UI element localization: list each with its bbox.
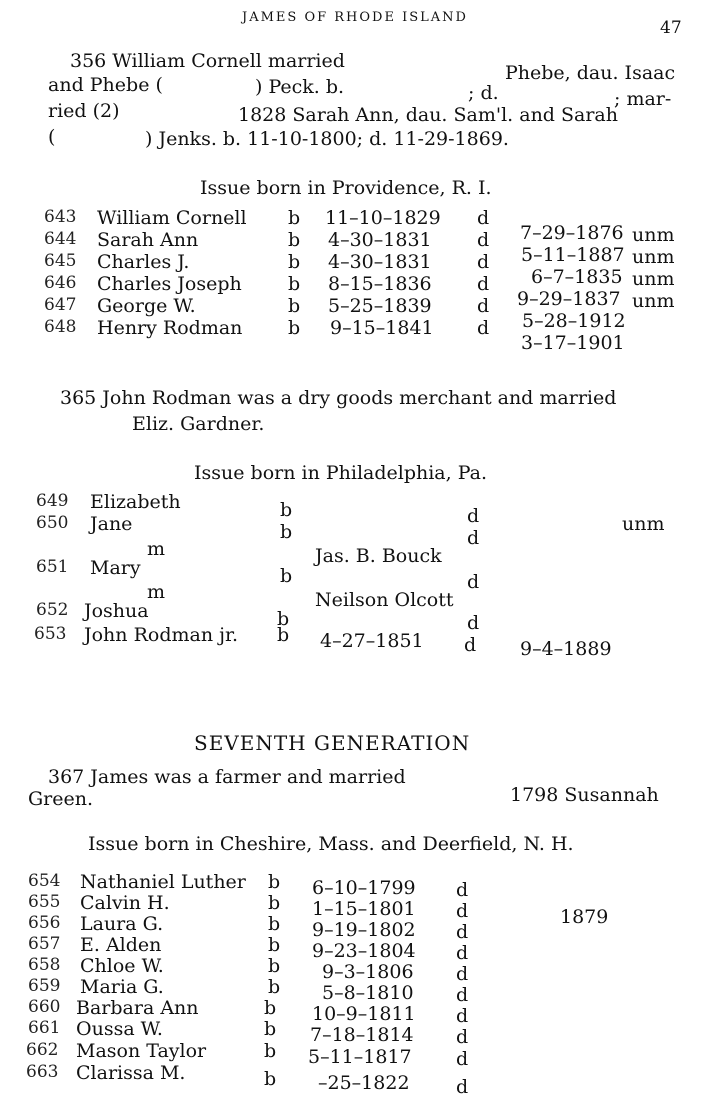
child-name: Clarissa M. [76, 1062, 186, 1084]
died-marker: d [467, 505, 480, 527]
child-number: 658 [28, 955, 61, 975]
died-marker: d [456, 1026, 469, 1048]
died-marker: d [456, 921, 469, 943]
child-name: Barbara Ann [76, 997, 199, 1019]
died-marker: d [467, 527, 480, 549]
child-number: 651 [36, 557, 69, 577]
child-number: 657 [28, 934, 61, 954]
note: unm [632, 290, 675, 312]
table-row [0, 624, 720, 660]
child-number: 656 [28, 913, 61, 933]
spouse-name: Neilson Olcott [315, 589, 454, 611]
died-marker: d [477, 295, 490, 317]
died-marker: d [456, 1048, 469, 1070]
birth-date: 4–30–1831 [328, 229, 432, 251]
table-row [0, 955, 720, 985]
child-name: Mason Taylor [76, 1040, 207, 1062]
born-marker: b [288, 251, 301, 273]
entry-356-line2a: and Phebe ( [48, 74, 163, 96]
table-row [0, 1040, 720, 1070]
died-marker: d [467, 612, 480, 634]
child-number: 650 [36, 513, 69, 533]
born-marker: b [268, 892, 281, 914]
entry-365-line2: Eliz. Gardner. [132, 413, 265, 435]
note: unm [622, 513, 665, 535]
table-row [0, 513, 720, 549]
child-number: 663 [26, 1062, 59, 1082]
death-date: 3–17–1901 [521, 332, 625, 354]
birth-date: 4–30–1831 [328, 251, 432, 273]
child-number: 652 [36, 600, 69, 620]
child-number: 643 [44, 207, 77, 227]
birth-date: 9–23–1804 [312, 940, 416, 962]
table-row [0, 1018, 720, 1048]
birth-date: 9–19–1802 [312, 919, 416, 941]
child-name: Maria G. [80, 976, 164, 998]
death-date: 7–29–1876 [520, 222, 624, 244]
child-number: 659 [28, 976, 61, 996]
entry-356-line2c: ; d. [468, 82, 499, 104]
death-date: 9–29–1837 [517, 288, 621, 310]
table-row [0, 934, 720, 964]
birth-date: 10–9–1811 [312, 1003, 416, 1025]
entry-367-line2: Green. [28, 788, 94, 810]
child-number: 653 [34, 624, 67, 644]
note: unm [632, 268, 675, 290]
table-row [0, 1062, 720, 1098]
born-marker: b [288, 273, 301, 295]
entry-356-line1b: Phebe, dau. Isaac [505, 62, 676, 84]
child-number: 647 [44, 295, 77, 315]
running-title: JAMES OF RHODE ISLAND [242, 10, 468, 25]
died-marker: d [456, 900, 469, 922]
child-name: Jane [90, 513, 133, 535]
child-name: E. Alden [80, 934, 162, 956]
birth-date: 9–3–1806 [322, 961, 414, 983]
died-marker: d [477, 317, 490, 339]
table-row [0, 976, 720, 1006]
entry-367-line1b: 1798 Susannah [510, 784, 659, 806]
child-number: 654 [28, 871, 61, 891]
entry-356-line4a: ( [48, 126, 56, 148]
born-marker: b [268, 976, 281, 998]
birth-date: 11–10–1829 [325, 207, 441, 229]
child-number: 645 [44, 251, 77, 271]
married-marker: m [147, 538, 166, 560]
born-marker: b [280, 521, 293, 543]
died-marker: d [477, 229, 490, 251]
child-number: 660 [28, 997, 61, 1017]
born-marker: b [288, 207, 301, 229]
born-marker: b [264, 1018, 277, 1040]
child-number: 662 [26, 1040, 59, 1060]
death-date: 5–11–1887 [521, 244, 625, 266]
issue-caption-philadelphia: Issue born in Philadelphia, Pa. [194, 462, 488, 484]
child-name: Sarah Ann [97, 229, 199, 251]
child-number: 646 [44, 273, 77, 293]
birth-date: 5–11–1817 [308, 1046, 412, 1068]
death-date: 9–4–1889 [520, 638, 612, 660]
child-name: John Rodman jr. [84, 624, 239, 646]
birth-date: 4–27–1851 [320, 630, 424, 652]
child-name: William Cornell [97, 207, 247, 229]
death-date: 1879 [560, 906, 609, 928]
died-marker: d [464, 634, 477, 656]
child-name: Joshua [84, 600, 149, 622]
child-name: Charles J. [97, 251, 190, 273]
entry-356-line3b: 1828 Sarah Ann, dau. Sam'l. and Sarah [238, 104, 618, 126]
birth-date: 5–8–1810 [322, 982, 414, 1004]
note: unm [632, 224, 675, 246]
page-number: 47 [660, 18, 682, 38]
issue-caption-providence: Issue born in Providence, R. I. [200, 177, 492, 199]
child-number: 648 [44, 317, 77, 337]
child-name: George W. [97, 295, 196, 317]
died-marker: d [456, 1005, 469, 1027]
child-name: Chloe W. [80, 955, 164, 977]
child-number: 644 [44, 229, 77, 249]
table-row [0, 557, 720, 593]
born-marker: b [280, 565, 293, 587]
birth-date: –25–1822 [318, 1072, 410, 1094]
section-heading: SEVENTH GENERATION [194, 731, 471, 755]
child-number: 649 [36, 491, 69, 511]
table-row [0, 317, 720, 354]
died-marker: d [456, 984, 469, 1006]
born-marker: b [268, 871, 281, 893]
died-marker: d [456, 879, 469, 901]
born-marker: b [268, 934, 281, 956]
child-name: Laura G. [80, 913, 164, 935]
died-marker: d [477, 207, 490, 229]
born-marker: b [288, 295, 301, 317]
born-marker: b [277, 624, 290, 646]
died-marker: d [456, 1076, 469, 1098]
birth-date: 9–15–1841 [330, 317, 434, 339]
table-row [0, 997, 720, 1027]
birth-date: 5–25–1839 [328, 295, 432, 317]
born-marker: b [268, 913, 281, 935]
child-name: Calvin H. [80, 892, 170, 914]
born-marker: b [264, 1068, 277, 1090]
entry-356-line1a: 356 William Cornell married [70, 50, 345, 72]
died-marker: d [477, 273, 490, 295]
born-marker: b [288, 317, 301, 339]
note: unm [632, 246, 675, 268]
died-marker: d [477, 251, 490, 273]
child-name: Henry Rodman [97, 317, 243, 339]
table-row [0, 871, 720, 901]
born-marker: b [268, 955, 281, 977]
died-marker: d [456, 942, 469, 964]
birth-date: 7–18–1814 [310, 1024, 414, 1046]
child-name: Elizabeth [90, 491, 181, 513]
entry-356-line2b: ) Peck. b. [255, 76, 345, 98]
born-marker: b [277, 608, 290, 630]
born-marker: b [288, 229, 301, 251]
issue-caption-cheshire: Issue born in Cheshire, Mass. and Deerfield, N. H. [88, 833, 574, 855]
entry-356-line3a: ried (2) [48, 100, 120, 122]
birth-date: 8–15–1836 [328, 273, 432, 295]
born-marker: b [280, 499, 293, 521]
born-marker: b [264, 1040, 277, 1062]
death-date: 6–7–1835 [531, 266, 623, 288]
child-number: 661 [28, 1018, 61, 1038]
died-marker: d [467, 571, 480, 593]
child-name: Oussa W. [76, 1018, 163, 1040]
child-name: Nathaniel Luther [80, 871, 246, 893]
entry-367-line1a: 367 James was a farmer and married [48, 766, 406, 788]
birth-date: 6–10–1799 [312, 877, 416, 899]
born-marker: b [264, 997, 277, 1019]
entry-365-line1: 365 John Rodman was a dry goods merchant and married [60, 387, 617, 409]
death-date: 5–28–1912 [522, 310, 626, 332]
child-number: 655 [28, 892, 61, 912]
spouse-name: Jas. B. Bouck [315, 545, 442, 567]
birth-date: 1–15–1801 [312, 898, 416, 920]
table-row [0, 913, 720, 943]
entry-356-line4b: ) Jenks. b. 11-10-1800; d. 11-29-1869. [145, 128, 509, 150]
child-name: Charles Joseph [97, 273, 242, 295]
married-marker: m [147, 581, 166, 603]
child-name: Mary [90, 557, 141, 579]
entry-356-line2d: ; mar- [614, 88, 672, 110]
died-marker: d [456, 963, 469, 985]
